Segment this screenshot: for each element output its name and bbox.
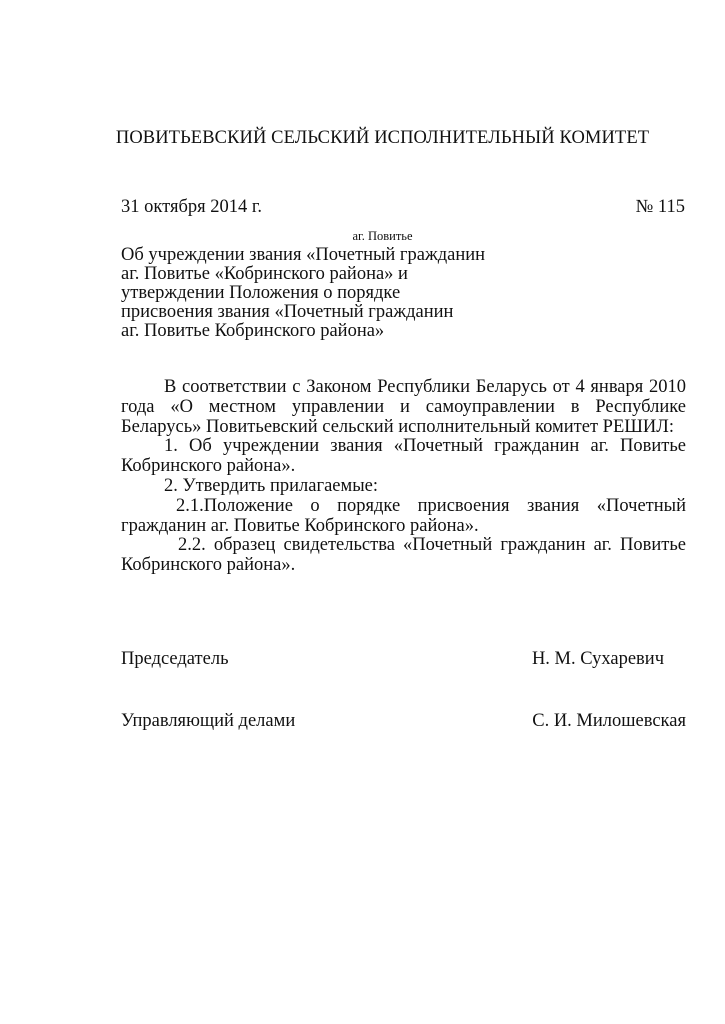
signature-position: Управляющий делами (121, 711, 296, 731)
document-body (121, 378, 686, 576)
document-place: аг. Повитье (352, 229, 413, 243)
decision-item-1: 1. Об учреждении звания «Почетный гражданин аг. Повитье Кобринского района». (121, 436, 686, 477)
subject-line: утверждении Положения о порядке (121, 283, 401, 303)
decision-item-2: 2. Утвердить прилагаемые: (164, 475, 378, 496)
signature-position: Председатель (121, 649, 229, 669)
document-subject (121, 246, 521, 341)
document-date: 31 октября 2014 г. (121, 197, 263, 217)
signature-name: Н. М. Сухаревич (531, 649, 664, 669)
preamble-paragraph: В соответствии с Законом Республики Беларусь от 4 января 2010 года «О местном управлении и самоуправлении в Республике Беларусь» Повитьевский сельский исполнительный комитет РЕШИЛ: (121, 377, 686, 437)
subject-line: аг. Повитье Кобринского района» (121, 321, 385, 341)
subject-line: присвоения звания «Почетный гражданин (121, 302, 454, 322)
document-header: ПОВИТЬЕВСКИЙ СЕЛЬСКИЙ ИСПОЛНИТЕЛЬНЫЙ КОМИТЕТ (115, 128, 650, 148)
subject-line: Об учреждении звания «Почетный гражданин (121, 245, 486, 265)
signature-name: С. И. Милошевская (532, 711, 686, 731)
subject-line: аг. Повитье «Кобринского района» и (121, 264, 408, 284)
document-number: № 115 (635, 197, 685, 217)
decision-item-2-2: 2.2. образец свидетельства «Почетный гражданин аг. Повитье Кобринского района». (121, 535, 686, 576)
decision-item-2-1: 2.1.Положение о порядке присвоения звания «Почетный гражданин аг. Повитье Кобринского района». (121, 495, 686, 536)
